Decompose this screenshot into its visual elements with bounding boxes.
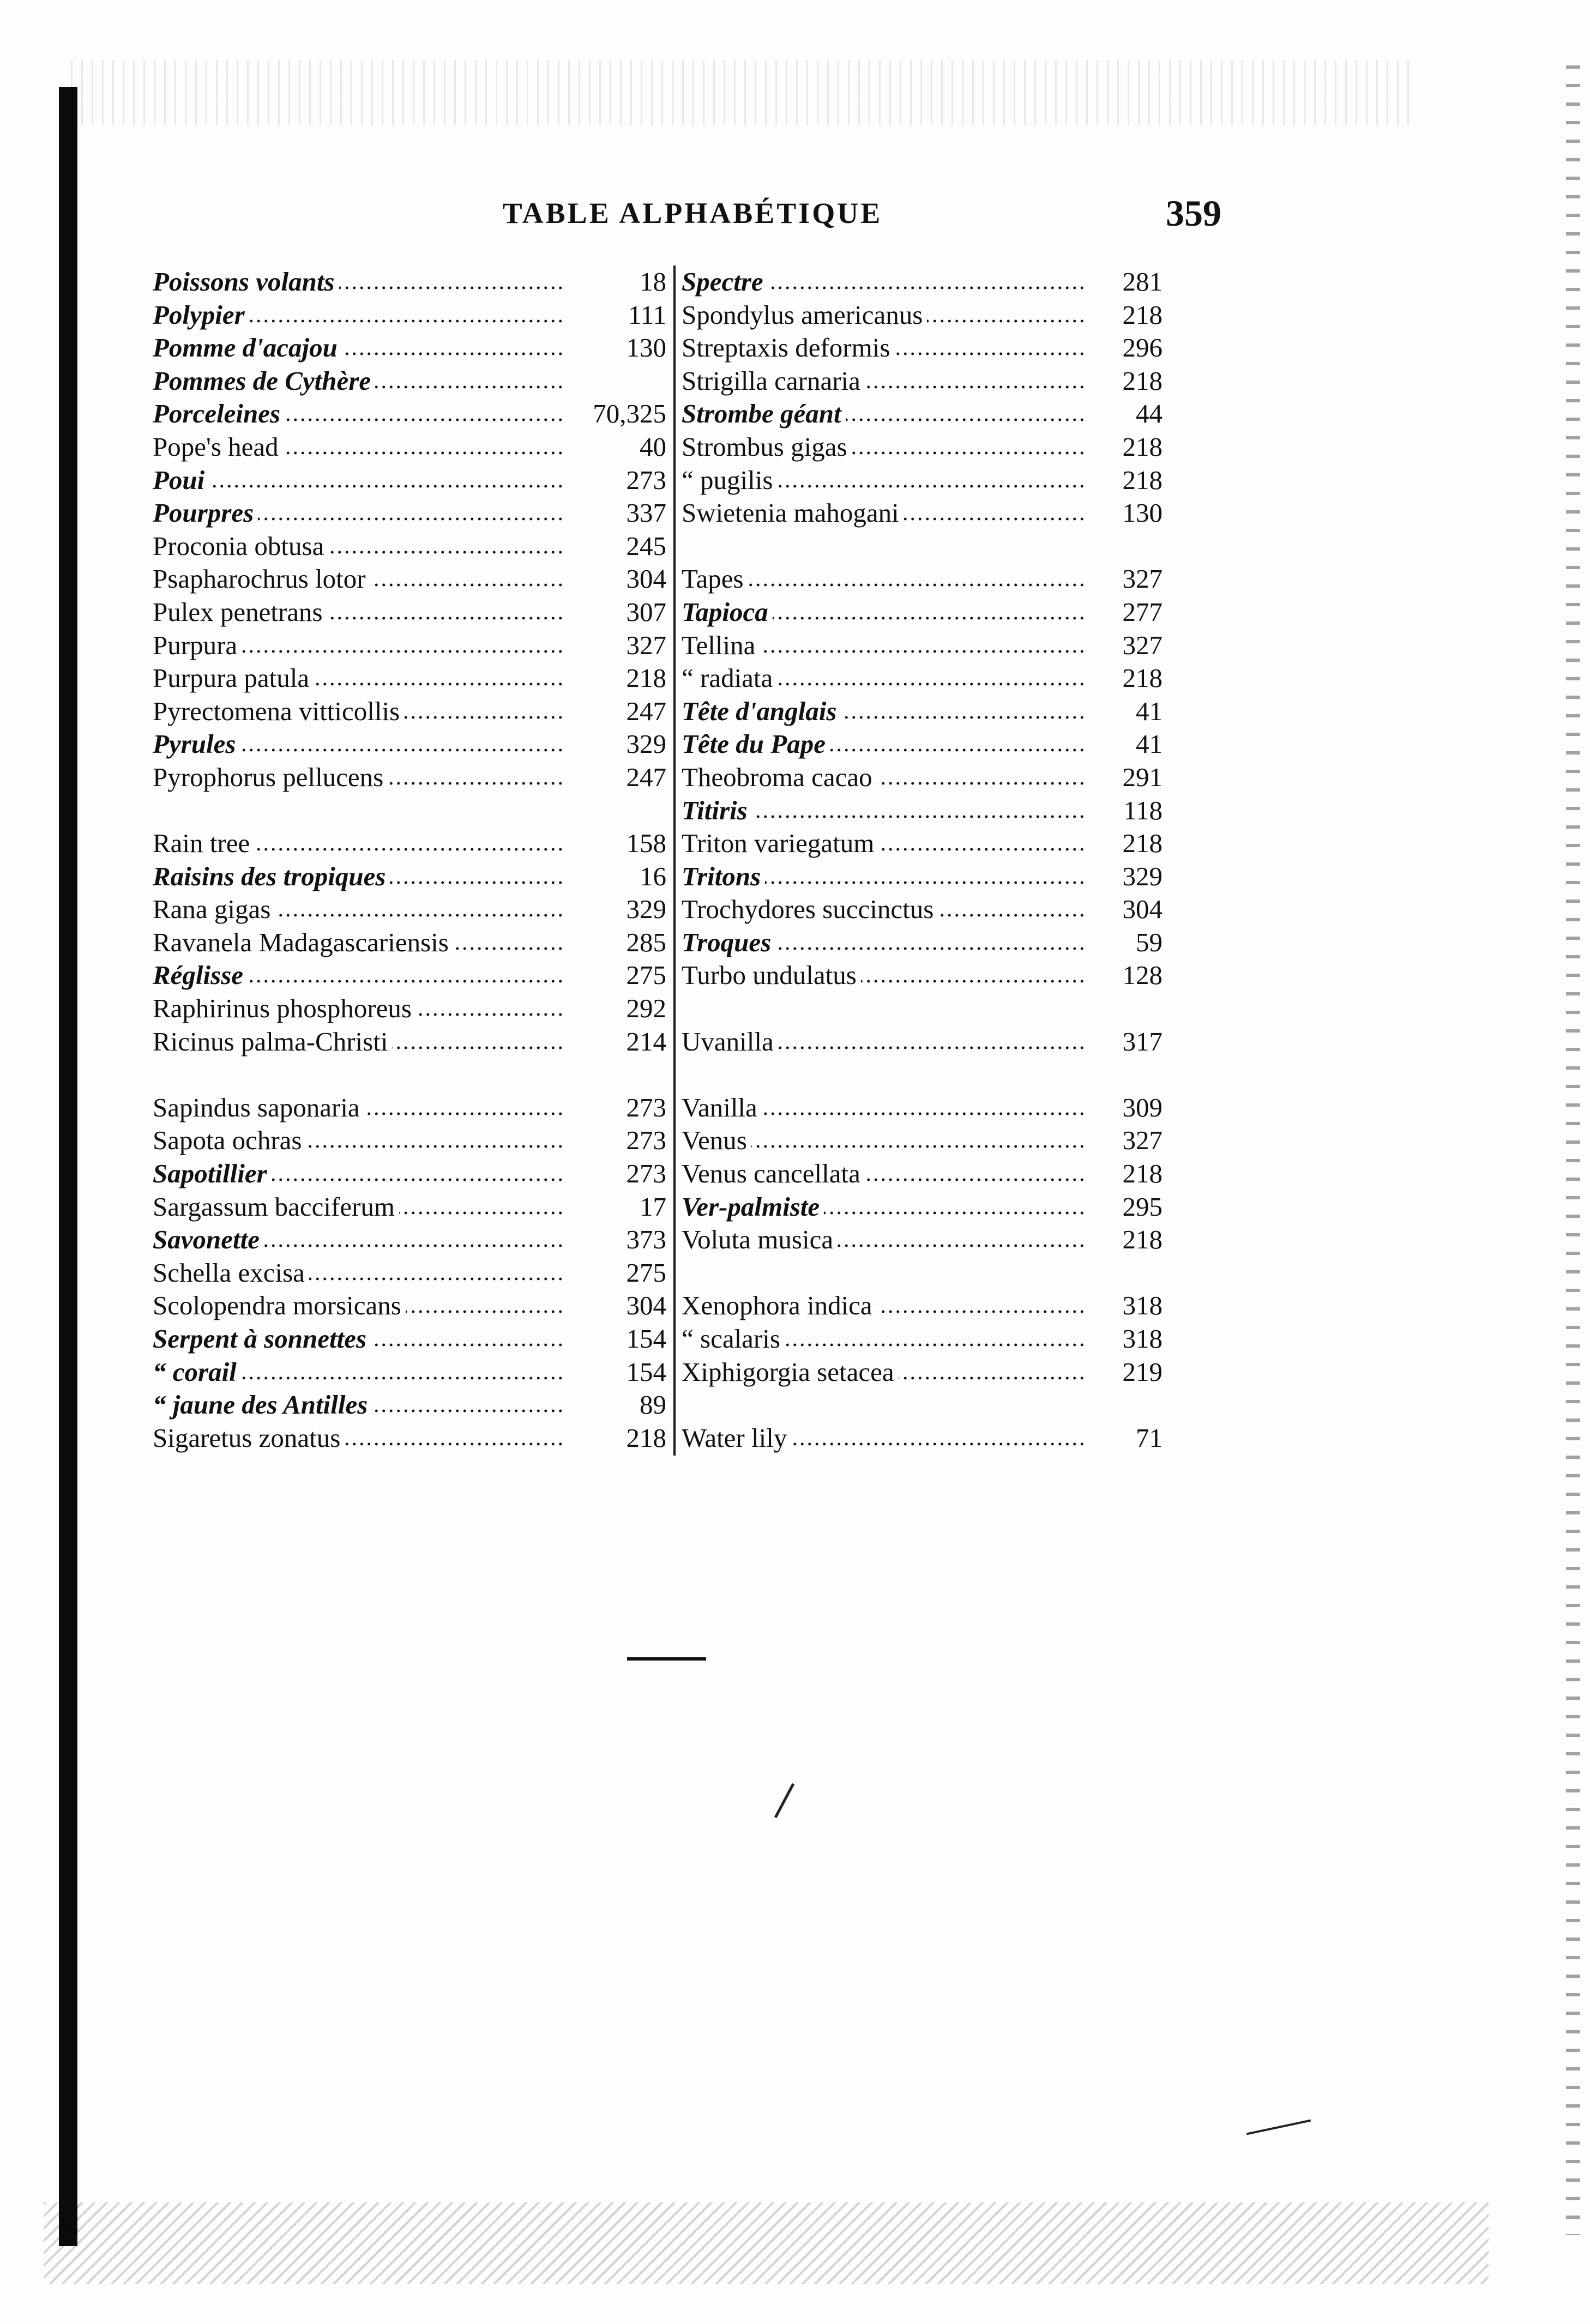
top-scan-noise — [71, 60, 1412, 125]
index-term-leader — [153, 992, 563, 1025]
index-section-gap — [682, 1389, 1227, 1422]
index-entry — [682, 464, 1227, 497]
index-term-leader — [682, 331, 1085, 365]
index-term-leader — [153, 1091, 563, 1125]
end-rule — [627, 1657, 706, 1661]
index-term: Tritons — [682, 861, 765, 891]
index-term: Poui — [153, 465, 209, 495]
index-term-leader — [153, 1124, 563, 1157]
index-term-leader — [153, 761, 563, 794]
index-entry — [153, 464, 672, 497]
index-page-ref: 309 — [1122, 1092, 1163, 1122]
index-entry — [682, 397, 1227, 431]
index-page-ref: 17 — [640, 1191, 666, 1222]
index-entry — [153, 1157, 672, 1191]
index-term-leader — [153, 728, 563, 761]
index-page-ref: 158 — [626, 828, 666, 859]
index-term-leader — [153, 1422, 563, 1455]
index-left-column — [153, 265, 672, 1456]
index-entry — [153, 1025, 672, 1059]
index-term: Water lily — [682, 1423, 791, 1453]
index-term-leader — [682, 1356, 1085, 1389]
index-term-leader — [682, 365, 1085, 398]
index-term: Schella excisa — [153, 1258, 309, 1288]
index-term: Purpura — [153, 630, 242, 660]
index-page-ref: 273 — [626, 1092, 666, 1122]
index-entry — [682, 827, 1227, 860]
index-entry — [682, 860, 1227, 894]
index-term: Pomme d'acajou — [153, 333, 342, 363]
index-entry — [682, 1091, 1227, 1125]
index-entry — [153, 431, 672, 464]
index-page-ref: 44 — [1136, 399, 1163, 429]
index-term-leader — [153, 265, 563, 299]
index-entry — [153, 1389, 672, 1422]
index-entry — [682, 1422, 1227, 1455]
index-entry — [682, 761, 1227, 794]
index-term: Theobroma cacao — [682, 762, 877, 792]
index-term: Poissons volants — [153, 267, 339, 297]
index-page-ref: 40 — [640, 431, 666, 462]
index-term-leader — [153, 1323, 563, 1356]
index-term: Vanilla — [682, 1092, 762, 1122]
index-page-ref: 71 — [1136, 1422, 1163, 1453]
index-entry — [153, 1223, 672, 1257]
index-term-leader — [153, 629, 563, 662]
index-term: Pyrophorus pellucens — [153, 762, 388, 792]
index-page-ref: 275 — [626, 1257, 666, 1288]
page-spine-shadow — [59, 87, 77, 2246]
index-page-ref: 317 — [1122, 1026, 1163, 1057]
index-entry — [153, 1356, 672, 1389]
index-entry — [682, 893, 1227, 926]
index-entry — [153, 397, 672, 431]
index-term-leader — [682, 629, 1085, 662]
index-page-ref: 218 — [1122, 1224, 1163, 1255]
index-entry — [682, 1223, 1227, 1257]
index-term-leader — [153, 397, 563, 431]
index-term-leader — [682, 893, 1085, 926]
index-entry — [153, 827, 672, 860]
index-term: “ pugilis — [682, 465, 777, 495]
index-section-gap — [153, 1058, 672, 1091]
index-entry — [153, 530, 672, 563]
index-page-ref: 327 — [1122, 630, 1163, 660]
index-entry — [682, 1124, 1227, 1157]
index-term-leader — [682, 1124, 1085, 1157]
index-term-leader — [682, 1025, 1085, 1059]
index-term: Sapota ochras — [153, 1125, 306, 1155]
index-section-gap — [682, 1257, 1227, 1290]
index-term-leader — [153, 1025, 563, 1059]
index-term-leader — [153, 299, 563, 332]
index-page-ref: 337 — [626, 498, 666, 528]
index-entry — [153, 1289, 672, 1323]
index-term-leader — [153, 431, 563, 464]
index-entry — [682, 563, 1227, 596]
index-entry — [153, 1257, 672, 1290]
index-term-leader — [682, 794, 1085, 828]
page-number: 359 — [1166, 192, 1221, 234]
index-right-column — [682, 265, 1227, 1456]
index-section-gap — [153, 794, 672, 828]
index-term-leader — [153, 331, 563, 365]
index-page-ref: 295 — [1122, 1191, 1163, 1222]
index-term-leader — [153, 1356, 563, 1389]
index-term: Pommes de Cythère — [153, 366, 375, 396]
index-term: “ scalaris — [682, 1324, 785, 1354]
index-page-ref: 219 — [1122, 1356, 1163, 1387]
index-page-ref: 18 — [640, 267, 666, 297]
index-term: Spondylus americanus — [682, 300, 927, 330]
index-page-ref: 329 — [626, 894, 666, 925]
index-term: Porceleines — [153, 399, 285, 428]
index-entry — [153, 926, 672, 959]
index-page-ref: 218 — [1122, 365, 1163, 396]
index-entry — [682, 1289, 1227, 1323]
index-term: Streptaxis deformis — [682, 333, 894, 363]
index-page-ref: 304 — [626, 1290, 666, 1321]
index-term: Pulex penetrans — [153, 597, 327, 627]
index-term-leader — [682, 431, 1085, 464]
index-term-leader — [682, 1323, 1085, 1356]
index-page-ref: 128 — [1122, 960, 1163, 991]
index-entry — [682, 1323, 1227, 1356]
index-entry — [153, 695, 672, 728]
index-term: Psapharochrus lotor — [153, 564, 370, 594]
index-term-leader — [682, 1157, 1085, 1191]
index-entry — [682, 331, 1227, 365]
index-page-ref: 277 — [1122, 596, 1163, 627]
index-entry — [682, 662, 1227, 695]
index-page-ref: 304 — [1122, 894, 1163, 925]
index-page-ref: 89 — [640, 1390, 666, 1420]
index-term: Pourpres — [153, 498, 258, 528]
running-title: TABLE ALPHABÉTIQUE — [502, 197, 883, 230]
index-page-ref: 273 — [626, 1158, 666, 1189]
index-page-ref: 218 — [1122, 431, 1163, 462]
index-term: Spectre — [682, 267, 768, 297]
index-term-leader — [682, 860, 1085, 894]
index-term-leader — [153, 662, 563, 695]
index-entry — [682, 695, 1227, 728]
index-term: Uvanilla — [682, 1027, 778, 1057]
index-page-ref: 292 — [626, 993, 666, 1024]
index-entry — [682, 926, 1227, 959]
index-term-leader — [153, 827, 563, 860]
index-term-leader — [682, 926, 1085, 959]
index-term: Raisins des tropiques — [153, 861, 390, 891]
index-entry — [682, 365, 1227, 398]
index-term: Pyrules — [153, 729, 240, 759]
index-term-leader — [153, 959, 563, 992]
index-term: Tapes — [682, 564, 748, 594]
index-term-leader — [153, 1389, 563, 1422]
index-page-ref: 218 — [1122, 299, 1163, 330]
index-term: Venus cancellata — [682, 1158, 865, 1188]
index-page-ref: 41 — [1136, 729, 1163, 759]
index-page-ref: 327 — [626, 630, 666, 660]
index-page-ref: 318 — [1122, 1290, 1163, 1321]
index-term-leader — [682, 662, 1085, 695]
index-page-ref: 218 — [626, 663, 666, 693]
index-term: Savonette — [153, 1224, 264, 1254]
index-term: Purpura patula — [153, 663, 314, 693]
index-page-ref: 41 — [1136, 696, 1163, 726]
right-edge-speckles — [1566, 65, 1580, 2235]
index-term: Scolopendra morsicans — [153, 1290, 406, 1320]
index-entry — [153, 1422, 672, 1455]
index-entry — [682, 596, 1227, 629]
index-entry — [682, 959, 1227, 992]
index-page-ref: 329 — [1122, 861, 1163, 891]
index-term: Rana gigas — [153, 894, 275, 924]
index-term-leader — [153, 1223, 563, 1257]
index-term-leader — [682, 827, 1085, 860]
index-term-leader — [682, 563, 1085, 596]
index-term-leader — [682, 1091, 1085, 1125]
index-page-ref: 59 — [1136, 927, 1163, 957]
index-term: Sapindus saponaria — [153, 1092, 364, 1122]
index-page-ref: 329 — [626, 729, 666, 759]
index-term-leader — [682, 1289, 1085, 1323]
index-page-ref: 247 — [626, 696, 666, 726]
index-entry — [682, 265, 1227, 299]
index-page-ref: 218 — [1122, 828, 1163, 859]
index-page-ref: 111 — [628, 299, 666, 330]
index-entry — [153, 761, 672, 794]
index-term-leader — [682, 397, 1085, 431]
index-page-ref: 154 — [626, 1356, 666, 1387]
alphabetical-index — [153, 265, 1227, 1456]
index-page-ref: 296 — [1122, 333, 1163, 363]
index-entry — [682, 1025, 1227, 1059]
index-term: Sargassum bacciferum — [153, 1192, 399, 1222]
index-term-leader — [682, 728, 1085, 761]
index-term: Voluta musica — [682, 1224, 838, 1254]
index-page-ref: 218 — [1122, 1158, 1163, 1189]
index-term-leader — [682, 761, 1085, 794]
index-term: Polypier — [153, 300, 249, 330]
index-entry — [682, 794, 1227, 828]
index-term: Raphirinus phosphoreus — [153, 993, 416, 1023]
index-term: Strigilla carnaria — [682, 366, 865, 396]
index-entry — [153, 728, 672, 761]
index-page-ref: 291 — [1122, 762, 1163, 792]
index-term: Venus — [682, 1125, 751, 1155]
index-term: Strombus gigas — [682, 432, 852, 462]
index-page-ref: 307 — [626, 596, 666, 627]
index-term: Troques — [682, 927, 775, 957]
index-page-ref: 327 — [1122, 1125, 1163, 1156]
index-term: Triton variegatum — [682, 828, 878, 858]
index-page-ref: 16 — [640, 861, 666, 891]
index-term: Pope's head — [153, 432, 283, 462]
index-term: Strombe géant — [682, 399, 846, 428]
stray-pen-mark — [774, 1783, 794, 1818]
index-term: “ corail — [153, 1357, 241, 1387]
index-term: Turbo undulatus — [682, 960, 861, 990]
index-term: Tête d'anglais — [682, 696, 841, 726]
index-term: Ricinus palma-Christi — [153, 1027, 392, 1057]
index-page-ref: 273 — [626, 464, 666, 495]
index-term: Swietenia mahogani — [682, 498, 904, 528]
index-page-ref: 154 — [626, 1324, 666, 1354]
index-entry — [153, 662, 672, 695]
index-term-leader — [153, 695, 563, 728]
index-term-leader — [153, 1289, 563, 1323]
stray-pen-mark — [1246, 2120, 1311, 2135]
index-entry — [153, 893, 672, 926]
index-page-ref: 373 — [626, 1224, 666, 1255]
index-page-ref: 130 — [1122, 498, 1163, 528]
index-term-leader — [682, 1191, 1085, 1224]
index-term: Rain tree — [153, 828, 254, 858]
index-page-ref: 281 — [1122, 267, 1163, 297]
index-entry — [682, 497, 1227, 530]
index-entry — [153, 992, 672, 1025]
index-entry — [153, 563, 672, 596]
index-term-leader — [153, 1191, 563, 1224]
index-term: Ravanela Madagascariensis — [153, 927, 453, 957]
index-term: Proconia obtusa — [153, 531, 328, 561]
index-term: Pyrectomena vitticollis — [153, 696, 404, 726]
index-page-ref: 218 — [1122, 464, 1163, 495]
index-page-ref: 218 — [1122, 663, 1163, 693]
index-entry — [153, 596, 672, 629]
index-term: “ jaune des Antilles — [153, 1390, 372, 1420]
index-term: Trochydores succinctus — [682, 894, 938, 924]
index-term: “ radiata — [682, 663, 777, 693]
index-entry — [682, 1356, 1227, 1389]
index-term-leader — [153, 893, 563, 926]
index-term-leader — [682, 497, 1085, 530]
index-page-ref: 327 — [1122, 564, 1163, 594]
index-entry — [153, 365, 672, 398]
index-term-leader — [153, 464, 563, 497]
index-page-ref: 130 — [626, 333, 666, 363]
index-term: Réglisse — [153, 960, 248, 990]
index-entry — [153, 265, 672, 299]
index-page-ref: 304 — [626, 564, 666, 594]
index-entry — [682, 299, 1227, 332]
index-page-ref: 247 — [626, 762, 666, 792]
index-section-gap — [682, 1058, 1227, 1091]
index-entry — [682, 728, 1227, 761]
index-entry — [153, 299, 672, 332]
index-term-leader — [153, 530, 563, 563]
index-section-gap — [682, 530, 1227, 563]
index-term: Sigaretus zonatus — [153, 1423, 345, 1453]
index-term-leader — [682, 1422, 1085, 1455]
index-entry — [153, 1323, 672, 1356]
index-term-leader — [153, 497, 563, 530]
index-term: Titiris — [682, 795, 752, 825]
index-term-leader — [153, 1257, 563, 1290]
index-entry — [682, 1157, 1227, 1191]
index-entry — [153, 331, 672, 365]
index-term: Serpent à sonnettes — [153, 1324, 371, 1354]
index-term: Xenophora indica — [682, 1290, 877, 1320]
index-term: Tellina — [682, 630, 760, 660]
index-term-leader — [682, 464, 1085, 497]
index-entry — [153, 1091, 672, 1125]
index-term-leader — [153, 365, 563, 398]
index-term-leader — [682, 1223, 1085, 1257]
index-page-ref: 285 — [626, 927, 666, 957]
index-entry — [153, 629, 672, 662]
index-entry — [682, 431, 1227, 464]
index-term-leader — [682, 265, 1085, 299]
index-term-leader — [153, 596, 563, 629]
bottom-scan-noise — [44, 2202, 1489, 2284]
index-term-leader — [153, 926, 563, 959]
index-entry — [153, 1124, 672, 1157]
index-term-leader — [682, 695, 1085, 728]
index-term-leader — [153, 563, 563, 596]
index-term: Ver-palmiste — [682, 1192, 824, 1222]
page-header — [153, 192, 1221, 242]
index-term-leader — [682, 596, 1085, 629]
index-term-leader — [153, 860, 563, 894]
index-entry — [682, 629, 1227, 662]
index-page-ref: 273 — [626, 1125, 666, 1156]
index-entry — [153, 1191, 672, 1224]
index-page-ref: 275 — [626, 960, 666, 991]
index-entry — [153, 860, 672, 894]
index-term: Xiphigorgia setacea — [682, 1357, 899, 1387]
index-page-ref: 318 — [1122, 1324, 1163, 1354]
index-entry — [682, 1191, 1227, 1224]
index-term: Tapioca — [682, 597, 773, 627]
index-term: Tête du Pape — [682, 729, 830, 759]
index-page-ref: 118 — [1123, 795, 1163, 825]
index-entry — [153, 497, 672, 530]
index-page-ref: 245 — [626, 530, 666, 561]
index-term-leader — [153, 1157, 563, 1191]
index-page-ref: 218 — [626, 1422, 666, 1453]
column-divider — [673, 265, 676, 1456]
index-term: Sapotillier — [153, 1158, 272, 1188]
index-page-ref: 70,325 — [593, 399, 666, 429]
index-entry — [153, 959, 672, 992]
index-term-leader — [682, 959, 1085, 992]
index-page-ref: 214 — [626, 1026, 666, 1057]
index-section-gap — [682, 992, 1227, 1025]
index-term-leader — [682, 299, 1085, 332]
